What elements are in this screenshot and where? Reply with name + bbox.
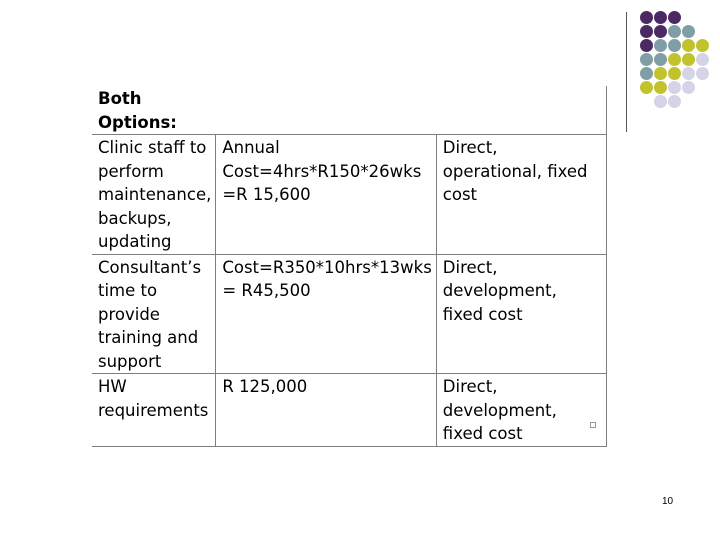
table-row <box>92 374 606 447</box>
dot-teal <box>668 25 681 38</box>
cell-type: Direct, operational, fixed cost <box>436 135 606 255</box>
resize-handle[interactable] <box>590 422 596 428</box>
page-number: 10 <box>662 496 674 507</box>
dot-teal <box>654 53 667 66</box>
dot-olive <box>682 53 695 66</box>
dot-lavender <box>682 81 695 94</box>
dot-purple <box>654 25 667 38</box>
dot-olive <box>668 67 681 80</box>
dot-teal <box>654 39 667 52</box>
dot-purple <box>640 11 653 24</box>
dot-lavender <box>668 81 681 94</box>
table-header-cell: Both Options: <box>92 86 216 135</box>
decorative-dot-grid <box>640 11 720 121</box>
table-header-empty <box>216 86 436 135</box>
dot-olive <box>668 53 681 66</box>
dot-olive <box>654 67 667 80</box>
table-header-row <box>92 86 606 135</box>
dot-purple <box>640 39 653 52</box>
dot-olive <box>654 81 667 94</box>
dot-purple <box>654 11 667 24</box>
cell-item: Clinic staff to perform maintenance, backups, updating <box>92 135 216 255</box>
dot-teal <box>640 67 653 80</box>
cell-item: Consultant’s time to provide training and support <box>92 254 216 374</box>
dot-purple <box>640 25 653 38</box>
table-header-empty <box>436 86 606 135</box>
dot-lavender <box>696 53 709 66</box>
dot-lavender <box>682 67 695 80</box>
cell-type: Direct, development, fixed cost <box>436 254 606 374</box>
dot-teal <box>640 53 653 66</box>
dot-olive <box>682 39 695 52</box>
dot-olive <box>696 39 709 52</box>
cell-type: Direct, development, fixed cost <box>436 374 606 447</box>
table-row <box>92 135 606 255</box>
table-row <box>92 254 606 374</box>
dot-purple <box>668 11 681 24</box>
cell-cost: R 125,000 <box>216 374 436 447</box>
cost-table <box>92 86 607 447</box>
cell-item: HW requirements <box>92 374 216 447</box>
dot-olive <box>640 81 653 94</box>
cell-cost: Annual Cost=4hrs*R150*26wks =R 15,600 <box>216 135 436 255</box>
cell-cost: Cost=R350*10hrs*13wks = R45,500 <box>216 254 436 374</box>
dot-teal <box>682 25 695 38</box>
dot-lavender <box>668 95 681 108</box>
decorative-vertical-line <box>626 12 627 132</box>
dot-lavender <box>696 67 709 80</box>
dot-teal <box>668 39 681 52</box>
dot-lavender <box>654 95 667 108</box>
